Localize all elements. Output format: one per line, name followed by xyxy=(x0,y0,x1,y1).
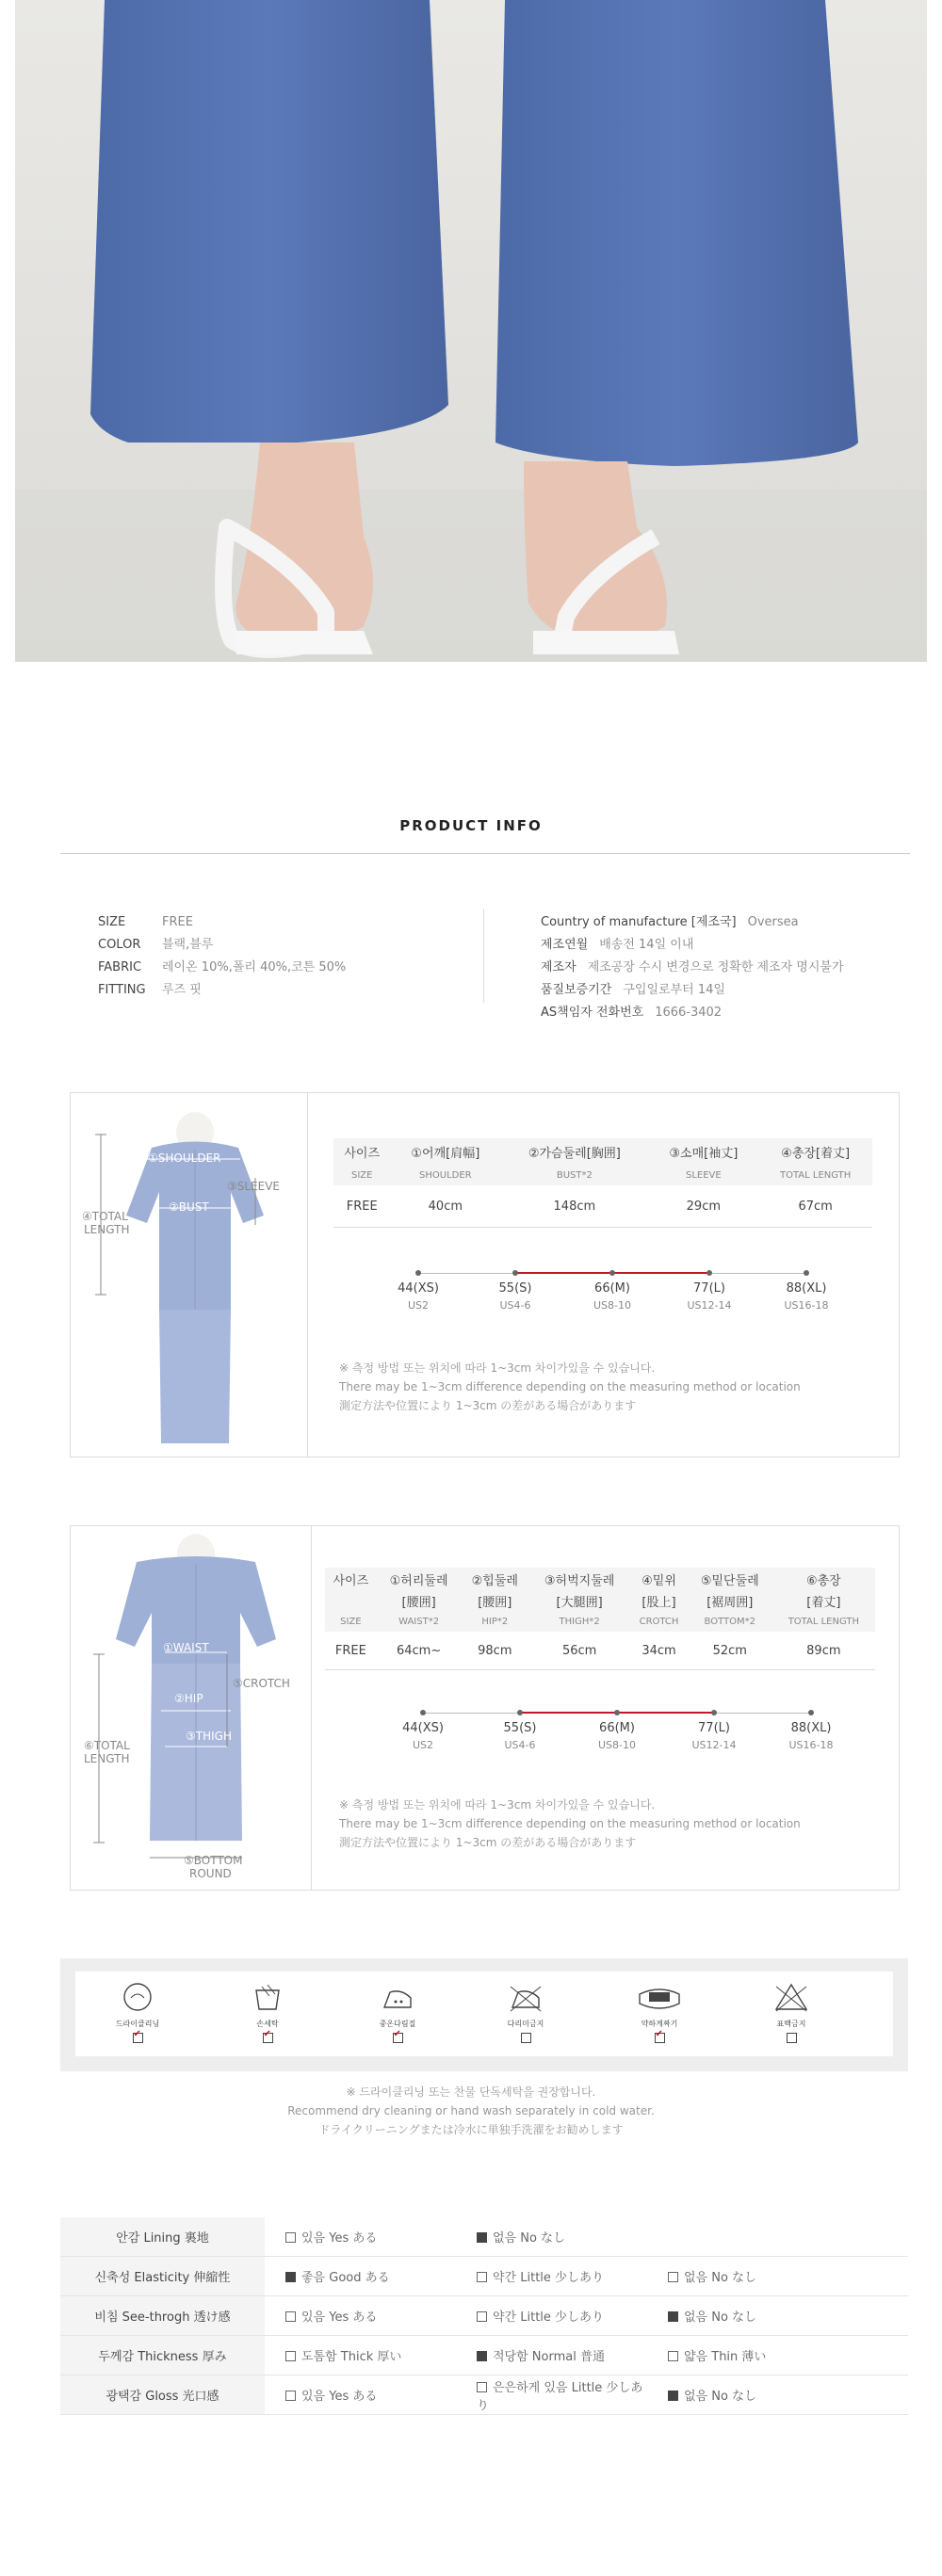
feature-row xyxy=(60,2217,908,2257)
feature-option-label: 있음 Yes ある xyxy=(301,2390,378,2404)
feature-checkbox xyxy=(285,2311,296,2322)
top-size-box xyxy=(70,1092,900,1457)
scale-size-label: 44(XS) xyxy=(402,1721,444,1735)
feature-option-cell xyxy=(647,2336,908,2375)
feature-option-cell xyxy=(265,2296,456,2336)
feature-checkbox xyxy=(285,2272,296,2282)
feature-option-cell xyxy=(456,2296,647,2336)
top-size-divider xyxy=(307,1093,308,1457)
feature-option-label: 없음 No なし xyxy=(684,2390,757,2404)
spec-row-fitting: FITTING 루즈 핏 xyxy=(98,983,202,997)
care-item-net-wash: 약하게짜기 ✔ xyxy=(622,1981,697,2047)
no-bleach-icon xyxy=(772,1981,810,2013)
feature-checkbox xyxy=(285,2351,296,2361)
feature-option-cell xyxy=(265,2336,456,2375)
care-note: ※ 드라이클리닝 또는 찬물 단독세탁을 권장합니다. Recommend dry cleaning or hand wash separately in cold water. ドライクリーニングまたは冷水に単独手洗濯をお勧めします xyxy=(287,2085,655,2136)
feature-option-cell xyxy=(265,2257,456,2296)
bottom-size-header-row: 사이즈 ①허리둘레 ②힙둘레 ③허벅지둘레 ④밑위 ⑤밑단둘레 ⑥총장 xyxy=(325,1568,875,1590)
feature-option-label: 약간 Little 少しあり xyxy=(493,2271,605,2285)
scale-us-label: US2 xyxy=(412,1739,434,1751)
feature-option-label: 은은하게 있음 Little 少しあり xyxy=(477,2380,643,2413)
feature-checkbox xyxy=(285,2391,296,2401)
feature-option-cell xyxy=(647,2257,908,2296)
scale-size-label: 55(S) xyxy=(498,1281,532,1296)
feature-checkbox xyxy=(668,2391,678,2401)
scale-dot xyxy=(512,1270,518,1276)
feature-row xyxy=(60,2257,908,2296)
bottom-measure-note: ※ 측정 방법 또는 위치에 따라 1~3cm 차이가있을 수 있습니다. There may be 1~3cm difference depending on the measuring method or location 測定方法や位置により 1~3cm の差がある場合があります xyxy=(339,1798,801,1849)
feature-checkbox xyxy=(668,2311,678,2322)
scale-us-label: US2 xyxy=(407,1299,430,1312)
top-measure-note: ※ 측정 방법 또는 위치에 따라 1~3cm 차이가있을 수 있습니다. There may be 1~3cm difference depending on the measuring method or location 測定方法や位置により 1~3cm の差がある場合があります xyxy=(339,1361,801,1412)
feature-option-label: 있음 Yes ある xyxy=(301,2310,378,2325)
care-item-no-iron: 다리미금지 xyxy=(488,1981,563,2047)
feature-checkbox xyxy=(477,2351,487,2361)
feature-checkbox xyxy=(668,2351,678,2361)
top-size-subheader-row: SIZE SHOULDER BUST*2 SLEEVE TOTAL LENGTH xyxy=(333,1165,872,1185)
bottom-size-divider xyxy=(311,1526,312,1890)
feature-option-cell xyxy=(647,2296,908,2336)
feature-checkbox xyxy=(477,2232,487,2243)
sleeve-label: ③SLEEVE xyxy=(227,1180,281,1193)
product-photo-illustration xyxy=(15,0,927,662)
waist-label: ①WAIST xyxy=(163,1641,209,1654)
scale-dot xyxy=(517,1710,523,1715)
scale-us-label: US16-18 xyxy=(788,1739,834,1751)
care-icons-row xyxy=(75,1972,893,2056)
bottom-figure xyxy=(71,1526,311,1890)
feature-option-label: 있음 Yes ある xyxy=(301,2231,378,2246)
spec-row-warranty: 품질보증기간 구입일로부터 14일 xyxy=(541,983,725,997)
bottom-size-table xyxy=(325,1568,875,1670)
scale-size-label: 77(L) xyxy=(698,1721,730,1735)
care-item-dry-clean: 드라이클리닝 ✔ xyxy=(100,1981,175,2047)
feature-option-cell xyxy=(456,2336,647,2375)
spec-row-maker: 제조자 제조공장 수시 변경으로 정확한 제조자 명시불가 xyxy=(541,960,844,974)
care-checkbox-hand-wash xyxy=(263,2033,273,2043)
scale-size-label: 66(M) xyxy=(599,1721,635,1735)
bottom-size-data-row: FREE 64cm~ 98cm 56cm 34cm 52cm 89cm xyxy=(325,1632,875,1670)
bottom-size-subheader-row: SIZE WAIST*2 HIP*2 THIGH*2 CROTCH BOTTOM*2 TOTAL LENGTH xyxy=(325,1611,875,1632)
product-info-right xyxy=(541,911,844,1024)
scale-dot xyxy=(706,1270,712,1276)
feature-option-cell xyxy=(265,2217,456,2257)
product-info-left xyxy=(98,911,346,1002)
feature-checkbox xyxy=(668,2272,678,2282)
bottom-length-label: LENGTH xyxy=(84,1752,130,1765)
feature-option-label: 얇음 Thin 薄い xyxy=(684,2350,767,2364)
feature-option-cell xyxy=(456,2257,647,2296)
feature-row xyxy=(60,2375,908,2415)
spec-row-country: Country of manufacture [제조국] Oversea xyxy=(541,915,799,929)
product-info-title: PRODUCT INFO xyxy=(399,817,543,834)
bottom-size-header2-row: [腰囲] [腰囲] [大腿囲] [股上] [裾周囲] [着丈] xyxy=(325,1590,875,1611)
care-item-no-bleach: 표백금지 xyxy=(754,1981,829,2047)
feature-option-cell xyxy=(456,2217,647,2257)
feature-checkbox xyxy=(285,2232,296,2243)
feature-option-label: 없음 No なし xyxy=(684,2271,757,2285)
bottom-total-label: ⑥TOTAL xyxy=(84,1739,130,1752)
feature-option-label: 약간 Little 少しあり xyxy=(493,2310,605,2325)
top-size-header-row: 사이즈 ①어깨[肩幅] ②가슴둘레[胸囲] ③소매[袖丈] ④총장[着丈] xyxy=(333,1138,872,1165)
feature-option-cell xyxy=(456,2375,647,2415)
feature-option-cell xyxy=(647,2375,908,2415)
spec-row-fabric: FABRIC 레이온 10%,폴리 40%,코튼 50% xyxy=(98,960,347,974)
feature-row xyxy=(60,2296,908,2336)
scale-us-label: US12-14 xyxy=(687,1299,732,1312)
scale-dot xyxy=(804,1270,809,1276)
care-checkbox-iron xyxy=(393,2033,403,2043)
scale-us-label: US8-10 xyxy=(593,1299,631,1312)
scale-dot xyxy=(614,1710,620,1715)
total-label: ④TOTAL xyxy=(82,1210,128,1223)
bottom-garment-illustration xyxy=(71,1526,311,1890)
scale-us-label: US16-18 xyxy=(784,1299,829,1312)
top-size-table xyxy=(333,1138,872,1228)
scale-dot xyxy=(609,1270,615,1276)
scale-size-label: 88(XL) xyxy=(786,1281,827,1296)
feature-option-label: 도톰함 Thick 厚い xyxy=(301,2350,402,2364)
scale-size-label: 66(M) xyxy=(594,1281,630,1296)
care-checkbox-net-wash xyxy=(655,2033,665,2043)
net-wash-icon xyxy=(636,1981,683,2013)
top-size-data-row: FREE 40cm 148cm 29cm 67cm xyxy=(333,1185,872,1228)
top-garment-illustration xyxy=(71,1093,307,1457)
no-iron-icon xyxy=(507,1981,544,2013)
hip-label: ②HIP xyxy=(174,1692,203,1705)
care-item-iron: 중온다림질 ✔ xyxy=(360,1981,435,2047)
bottom-round-label: ⑤BOTTOM xyxy=(184,1854,243,1867)
feature-option-cell xyxy=(265,2375,456,2415)
product-info-divider xyxy=(60,853,910,854)
spec-row-size: SIZE FREE xyxy=(98,915,193,929)
product-photo xyxy=(15,0,927,662)
feature-label: 두께감 Thickness 厚み xyxy=(60,2336,265,2375)
product-info-vdivider xyxy=(483,909,484,1003)
feature-option-label: 없음 No なし xyxy=(493,2231,566,2246)
thigh-label: ③THIGH xyxy=(186,1730,232,1743)
care-checkbox-dry-clean xyxy=(133,2033,143,2043)
scale-size-label: 88(XL) xyxy=(790,1721,832,1735)
dry-clean-icon xyxy=(119,1981,156,2013)
scale-us-label: US12-14 xyxy=(691,1739,737,1751)
feature-option-label: 적당함 Normal 普通 xyxy=(493,2350,605,2364)
scale-size-label: 77(L) xyxy=(693,1281,725,1296)
care-checkbox-no-iron xyxy=(521,2033,531,2043)
bottom-size-box xyxy=(70,1525,900,1891)
care-item-hand-wash: 손세탁 ✔ xyxy=(230,1981,305,2047)
feature-table xyxy=(60,2217,908,2415)
scale-us-label: US4-6 xyxy=(504,1739,536,1751)
care-checkbox-no-bleach xyxy=(787,2033,797,2043)
round-label: ROUND xyxy=(189,1867,232,1880)
feature-checkbox xyxy=(477,2311,487,2322)
hand-wash-icon xyxy=(249,1981,286,2013)
spec-row-color: COLOR 블랙,블루 xyxy=(98,938,214,952)
scale-us-label: US4-6 xyxy=(499,1299,531,1312)
feature-option-label: 없음 No なし xyxy=(684,2310,757,2325)
shoulder-label: ①SHOULDER xyxy=(148,1151,221,1165)
scale-us-label: US8-10 xyxy=(598,1739,636,1751)
scale-dot xyxy=(415,1270,421,1276)
scale-dot xyxy=(420,1710,426,1715)
scale-dot xyxy=(711,1710,717,1715)
feature-checkbox xyxy=(477,2272,487,2282)
crotch-label: ⑤CROTCH xyxy=(233,1677,290,1690)
feature-label: 안감 Lining 裏地 xyxy=(60,2217,265,2257)
scale-size-label: 55(S) xyxy=(503,1721,537,1735)
top-figure xyxy=(71,1093,307,1457)
feature-checkbox xyxy=(477,2382,487,2392)
feature-label: 광택감 Gloss 光口感 xyxy=(60,2375,265,2415)
iron-icon xyxy=(379,1981,416,2013)
scale-dot xyxy=(808,1710,814,1715)
feature-label: 비침 See-throgh 透け感 xyxy=(60,2296,265,2336)
scale-size-label: 44(XS) xyxy=(398,1281,439,1296)
feature-row xyxy=(60,2336,908,2375)
spec-row-as-phone: AS책임자 전화번호 1666-3402 xyxy=(541,1006,723,1020)
bust-label: ②BUST xyxy=(169,1200,209,1214)
feature-option-cell xyxy=(647,2217,908,2257)
length-label: LENGTH xyxy=(84,1223,130,1236)
spec-row-date: 제조연월 배송전 14일 이내 xyxy=(541,938,694,952)
feature-option-label: 좋음 Good ある xyxy=(301,2271,390,2285)
feature-label: 신축성 Elasticity 伸縮性 xyxy=(60,2257,265,2296)
